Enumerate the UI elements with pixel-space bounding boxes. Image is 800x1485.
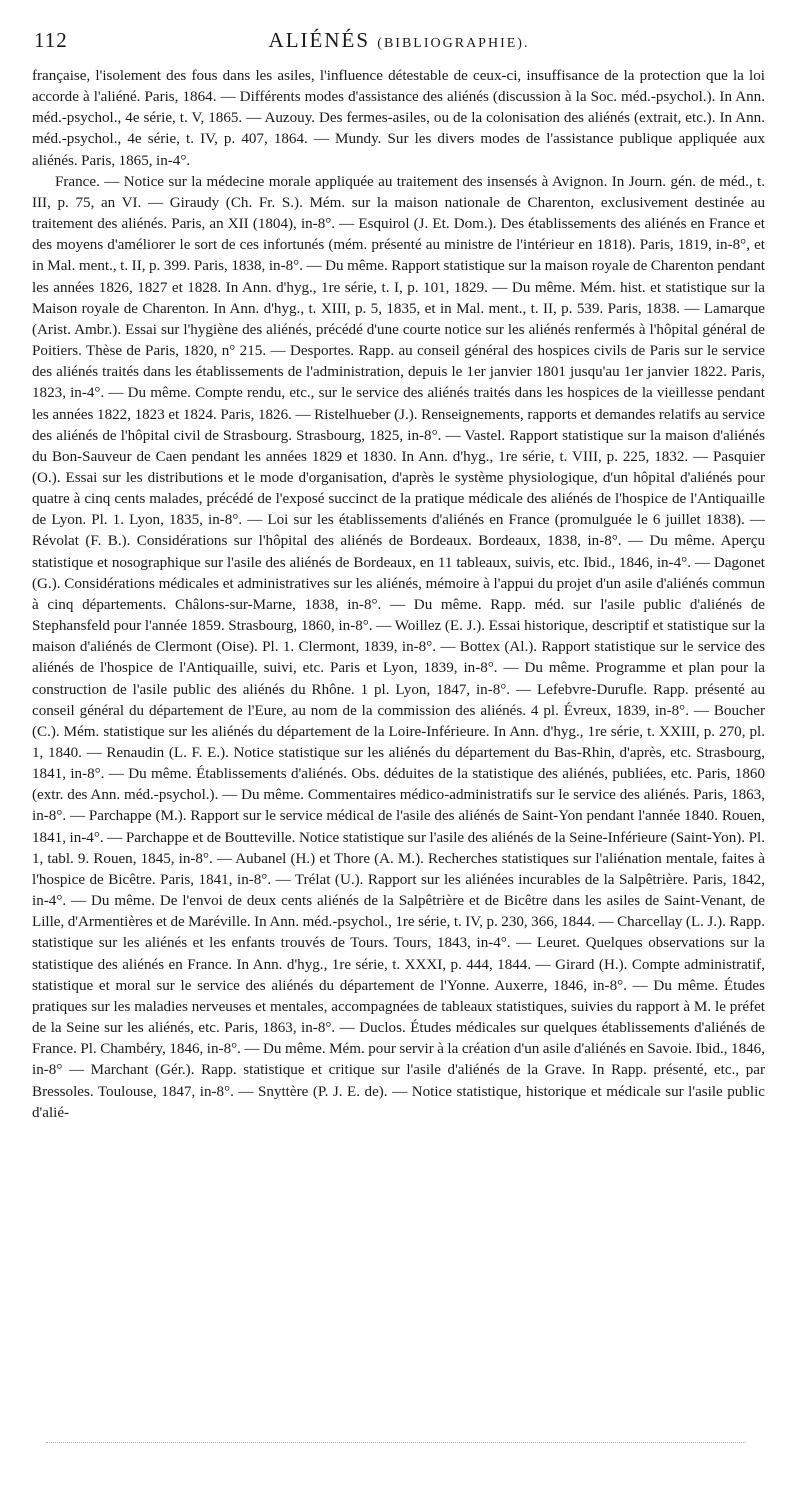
paragraph-france: France. — Notice sur la médecine morale appliquée au traitement des insensés à Avignon. In Journ. gén. de méd., t. III, p. 75, an VI. — Giraudy (Ch. Fr. S.). Mém. sur la maison nationale de Charenton, exclusivement destinée au traitement des aliénés. Paris, an XII (1804), in-8°. — Esquirol (J. Et. Dom.). Des établissements des aliénés en France et des moyens d'améliorer le sort de ces infortunés (mém. présenté au ministre de l'intérieur en 1818). Paris, 1819, in-8°, et in Mal. ment., t. II, p. 399. Paris, 1838, in-8°. — Du même. Rapport statistique sur la maison royale de Charenton pendant les années 1826, 1827 et 1828. In Ann. d'hyg., 1re série, t. I, p. 101, 1829. — Du même. Mém. hist. et statistique sur la Maison royale de Charenton. In Ann. d'hyg., t. XIII, p. 5, 1835, et in Mal. ment., t. II, p. 539. Paris, 1838. — Lamarque (Arist. Ambr.). Essai sur l'hygiène des aliénés, précédé d'une courte notice sur les aliénés renfermés à l'hôpital général de Poitiers. Thèse de Paris, 1820, n° 215. — Desportes. Rapp. au conseil général des hospices civils de Paris sur le service des aliénés traités dans les établissements de l'administration, depuis le 1er janvier 1801 jusqu'au 1er janvier 1822. Paris, 1823, in-4°. — Du même. Compte rendu, etc., sur le service des aliénés traités dans les hospices de la vieillesse pendant les années 1822, 1823 et 1824. Paris, 1826. — Ristelhueber (J.). Renseignements, rapports et demandes relatifs au service des aliénés de l'hôpital civil de Strasbourg. Strasbourg, 1825, in-8°. — Vastel. Rapport statistique sur la maison d'aliénés du Bon-Sauveur de Caen pendant les années 1829 et 1830. In Ann. d'hyg., 1re série, t. VIII, p. 225, 1832. — Pasquier (O.). Essai sur les distributions et le mode d'organisation, d'après le système physiologique, d'un hôpital d'aliénés pour quatre à cinq cents malades, précédé de l'exposé succinct de la pratique médicale des aliénés de l'hospice de l'Antiquaille de Lyon. Pl. 1. Lyon, 1835, in-8°. — Loi sur les établissements d'aliénés en France (promulguée le 6 juillet 1838). — Révolat (F. B.). Considérations sur l'hôpital des aliénés de Bordeaux. Bordeaux, 1838, in-8°. — Du même. Aperçu statistique et nosographique sur l'asile des aliénés de Bordeaux, en 11 tableaux, suivis, etc. Ibid., 1846, in-4°. — Dagonet (G.). Considérations médicales et administratives sur les aliénés, mémoire à l'appui du projet d'un asile d'aliénés commun à cinq départements. Châlons-sur-Marne, 1838, in-8°. — Du même. Rapp. méd. sur l'asile public d'aliénés de Stephansfeld pour l'année 1859. Strasbourg, 1860, in-8°. — Woillez (E. J.). Essai historique, descriptif et statistique sur la maison d'aliénés de Clermont (Oise). Pl. 1. Clermont, 1839, in-8°. — Bottex (Al.). Rapport statistique sur le service des aliénés de l'hospice de l'Antiquaille, suivi, etc. Paris et Lyon, 1839, in-8°. — Du même. Programme et plan pour la construction de l'asile public des aliénés du Rhône. 1 pl. Lyon, 1847, in-8°. — Lefebvre-Durufle. Rapp. présenté au conseil général du département de l'Eure, au nom de la commission des aliénés. 4 pl. Évreux, 1839, in-8°. — Boucher (C.). Mém. statistique sur les aliénés du département de la Loire-Inférieure. In Ann. d'hyg., 1re série, t. XXIII, p. 270, pl. 1, 1840. — Renaudin (L. F. E.). Notice statistique sur les aliénés du département du Bas-Rhin, d'après, etc. Strasbourg, 1841, in-8°. — Du même. Établissements d'aliénés. Obs. déduites de la statistique des aliénés, publiées, etc. Paris, 1860 (extr. des Ann. méd.-psychol.). — Du même. Commentaires médico-administratifs sur le service des aliénés. Paris, 1863, in-8°. — Parchappe (M.). Rapport sur le service médical de l'asile des aliénés de Saint-Yon pendant l'année 1840. Rouen, 1841, in-4°. — Parchappe et de Boutteville. Notice statistique sur l'asile des aliénés de la Seine-Inférieure (Saint-Yon). Pl. 1, tabl. 9. Rouen, 1845, in-8°. — Aubanel (H.) et Thore (A. M.). Recherches statistiques sur l'aliénation mentale, faites à l'hospice de Bicêtre. Paris, 1841, in-8°. — Trélat (U.). Rapport sur les aliénées incurables de la Salpêtrière. Paris, 1842, in-4°. — Du même. De l'envoi de deux cents aliénés de la Salpêtrière et de Bicêtre dans les asiles de Saint-Venant, de Lille, d'Armentières et de Maréville. In Ann. méd.-psychol., 1re série, t. IV, p. 230, 366, 1844. — Charcellay (L. J.). Rapp. statistique sur les aliénés et les enfants trouvés de Tours. Tours, 1843, in-4°. — Leuret. Quelques observations sur la statistique des aliénés en France. In Ann. d'hyg., 1re série, t. XXXI, p. 444, 1844. — Girard (H.). Compte administratif, statistique et moral sur le service des aliénés du département de l'Yonne. Auxerre, 1846, in-8°. — Du même. Études pratiques sur les maladies nerveuses et mentales, accompagnées de tableaux statistiques, suivies du rapport à M. le préfet de la Seine sur les aliénés, etc. Paris, 1863, in-8°. — Duclos. Études médicales sur quelques établissements d'aliénés de France. Pl. Chambéry, 1846, in-8°. — Du même. Mém. pour servir à la création d'un asile d'aliénés en Savoie. Ibid., 1846, in-8° — Marchant (Gér.). Rapp. statistique et critique sur l'asile d'aliénés de la Grave. In Rapp. présenté, etc., par Bressoles. Toulouse, 1847, in-8°. — Snyttère (P. J. E. de). — Notice statistique, historique et médicale sur l'asile public d'alié-	[32, 173, 765, 1121]
page-header	[34, 28, 764, 58]
paragraph-continuation: française, l'isolement des fous dans les asiles, l'influence détestable de ceux-ci, insuffisance de la protection que la loi accorde à l'aliéné. Paris, 1864. — Différents modes d'assistance des aliénés (discussion à la Soc. méd.-psychol.). In Ann. méd.-psychol., 4e série, t. V, 1865. — Auzouy. Des fermes-asiles, ou de la colonisation des aliénés (extrait, etc.). In Ann. méd.-psychol., 4e série, t. IV, p. 407, 1864. — Mundy. Sur les divers modes de l'assistance publique appliquée aux aliénés. Paris, 1865, in-4°.	[32, 68, 765, 169]
footer-rule	[46, 1442, 746, 1443]
running-title-main: ALIÉNÉS	[268, 28, 371, 52]
running-title-sub: (BIBLIOGRAPHIE).	[377, 36, 530, 51]
bibliography-text	[32, 66, 765, 1124]
page-number: 112	[34, 28, 68, 52]
running-title	[34, 28, 764, 53]
